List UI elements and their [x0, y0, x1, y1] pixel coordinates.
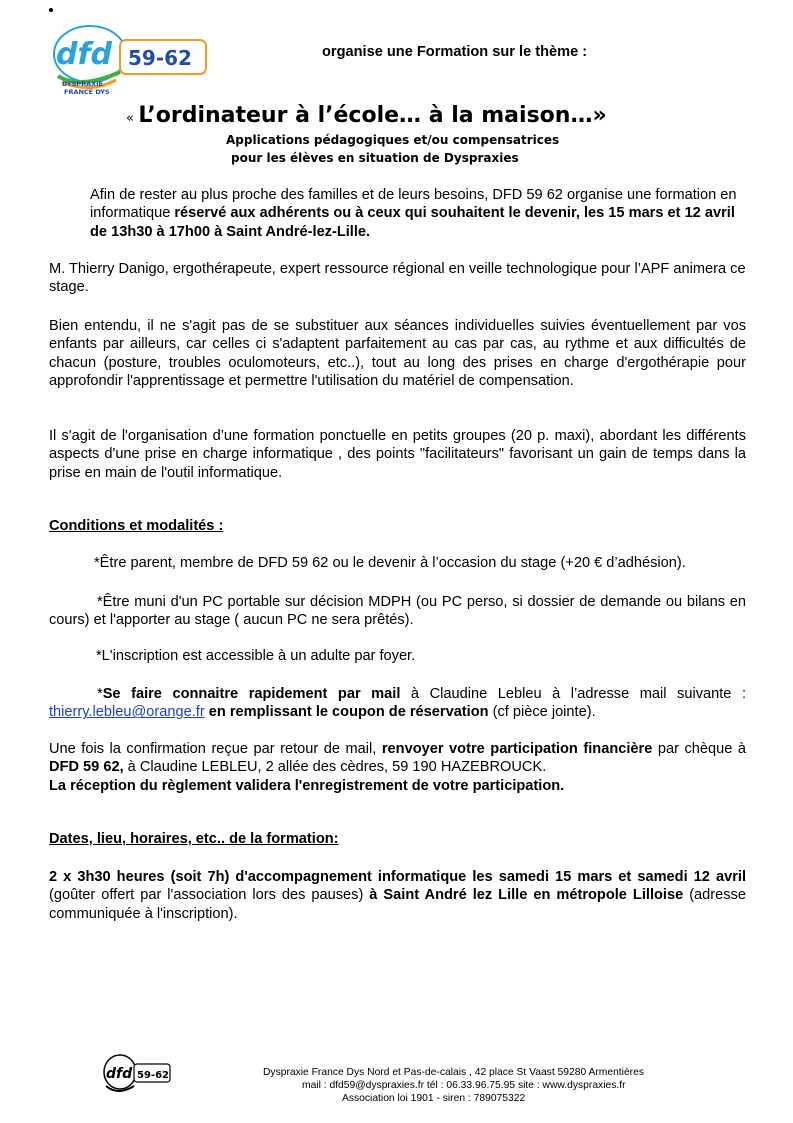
- condition-item-4: [49, 685, 746, 722]
- payment-bold-2: DFD 59 62,: [49, 759, 124, 776]
- condition-item-2-text: *Être muni d'un PC portable sur décision MDPH (ou PC perso, si dossier de demande ou bilans en cours) et l'apporter au stage ( aucun PC ne sera prêtés).: [49, 594, 746, 629]
- dates-bold-1: 2 x 3h30 heures (soit 7h) d'accompagnement informatique les samedi 15 mars et samedi 12 avril: [49, 869, 746, 885]
- dates-paragraph: [49, 868, 746, 923]
- substitute-text: Bien entendu, il ne s'agit pas de se substituer aux séances individuelles suivies éventuellement par vos enfants par ailleurs, car celles ci s'adaptent parfaitement au cas par cas, au rythme et aux difficultés de chacun (posture, troubles oculomoteurs, etc..), tout au long des prises en charge d'ergothérapie pour approfondir l'apprentissage et permettre l'utilisation du matériel de compensation.: [49, 318, 746, 390]
- condition-item-4-star: *: [97, 686, 103, 702]
- title-text: L’ordinateur à l’école… à la maison…»: [138, 103, 607, 128]
- trainer-paragraph: [49, 260, 746, 297]
- trainer-text: M. Thierry Danigo, ergothérapeute, expert ressource régional en veille technologique pour l’APF animera ce stage.: [49, 261, 746, 296]
- payment-text-2: par chèque à: [652, 741, 747, 757]
- logo-number: 59-62: [128, 46, 192, 70]
- intro-text: Afin de rester au plus proche des familles et de leurs besoins, DFD 59 62 organise une formation en informatique: [90, 187, 737, 222]
- condition-item-4-bold-2: en remplissant le coupon de réservation: [204, 704, 489, 721]
- footer-address: Dyspraxie France Dys Nord et Pas-de-calais , 42 place St Vaast 59280 Armentières: [263, 1067, 644, 1078]
- dates-bold-2: à Saint André lez Lille en métropole Lilloise: [369, 887, 684, 904]
- payment-bold-1: renvoyer votre participation financière: [381, 741, 653, 757]
- email-link[interactable]: thierry.lebleu@orange.fr: [49, 704, 205, 721]
- header-intro: organise une Formation sur le thème :: [322, 44, 588, 60]
- condition-item-4-end: (cf pièce jointe).: [488, 704, 596, 721]
- condition-item-1: *Être parent, membre de DFD 59 62 ou le devenir à l’occasion du stage (+20 € d’adhésion).: [94, 555, 686, 571]
- intro-paragraph: [90, 186, 746, 241]
- footer-siren: Association loi 1901 - siren : 789075322: [342, 1093, 526, 1104]
- footer-logo-graphic: [102, 1052, 172, 1100]
- logo-tagline-2: FRANCE DYS: [64, 88, 110, 96]
- dates-heading: Dates, lieu, horaires, etc.. de la formation:: [49, 831, 339, 847]
- condition-item-3: *L'inscription est accessible à un adulte par foyer.: [96, 648, 416, 664]
- substitute-paragraph: [49, 317, 746, 391]
- payment-validation: La réception du règlement validera l'enregistrement de votre participation.: [49, 777, 565, 794]
- dfd-logo: [50, 24, 210, 96]
- condition-item-2: [49, 593, 746, 630]
- subtitle-line-2: pour les élèves en situation de Dyspraxies: [231, 151, 519, 165]
- organisation-paragraph: [49, 427, 746, 482]
- conditions-heading: Conditions et modalités :: [49, 518, 224, 534]
- logo-tagline-1: DYSPRAXIE: [62, 80, 103, 88]
- subtitle-line-1: Applications pédagogiques et/ou compensatrices: [226, 133, 560, 147]
- footer-logo: [102, 1052, 172, 1100]
- dates-text-2: (adresse communiquée à l'inscription).: [49, 887, 746, 922]
- payment-paragraph: [49, 740, 746, 795]
- page-title: [126, 103, 607, 128]
- title-open-quote: «: [126, 111, 134, 126]
- organisation-text: Il s'agit de l'organisation d’une formation ponctuelle en petits groupes (20 p. maxi), abordant les différents aspects d'une prise en charge informatique , des points "facilitateurs" favorisant un gain de temps dans la prise en main de l'outil informatique.: [49, 428, 746, 481]
- dfd-logo-graphic: [50, 24, 210, 96]
- logo-letters: dfd: [56, 37, 113, 72]
- payment-text-3: à Claudine LEBLEU, 2 allée des cèdres, 59 190 HAZEBROUCK.: [123, 759, 547, 776]
- dates-text-1: (goûter offert par l'association lors des pauses): [49, 887, 370, 904]
- footer-logo-letters: dfd: [106, 1066, 133, 1082]
- page-mark: [49, 8, 53, 12]
- footer-contact: mail : dfd59@dyspraxies.fr tél : 06.33.96.75.95 site : www.dyspraxies.fr: [302, 1080, 626, 1091]
- footer-logo-number: 59-62: [137, 1070, 169, 1081]
- condition-item-4-bold: Se faire connaitre rapidement par mail: [102, 686, 401, 702]
- payment-text-1: Une fois la confirmation reçue par retour de mail,: [49, 741, 382, 757]
- intro-bold: réservé aux adhérents ou à ceux qui souhaitent le devenir, les 15 mars et 12 avril de 13h30 à 17h00 à Saint André-lez-Lille.: [90, 205, 735, 240]
- condition-item-4-text: à Claudine Lebleu à l’adresse mail suivante :: [400, 686, 746, 702]
